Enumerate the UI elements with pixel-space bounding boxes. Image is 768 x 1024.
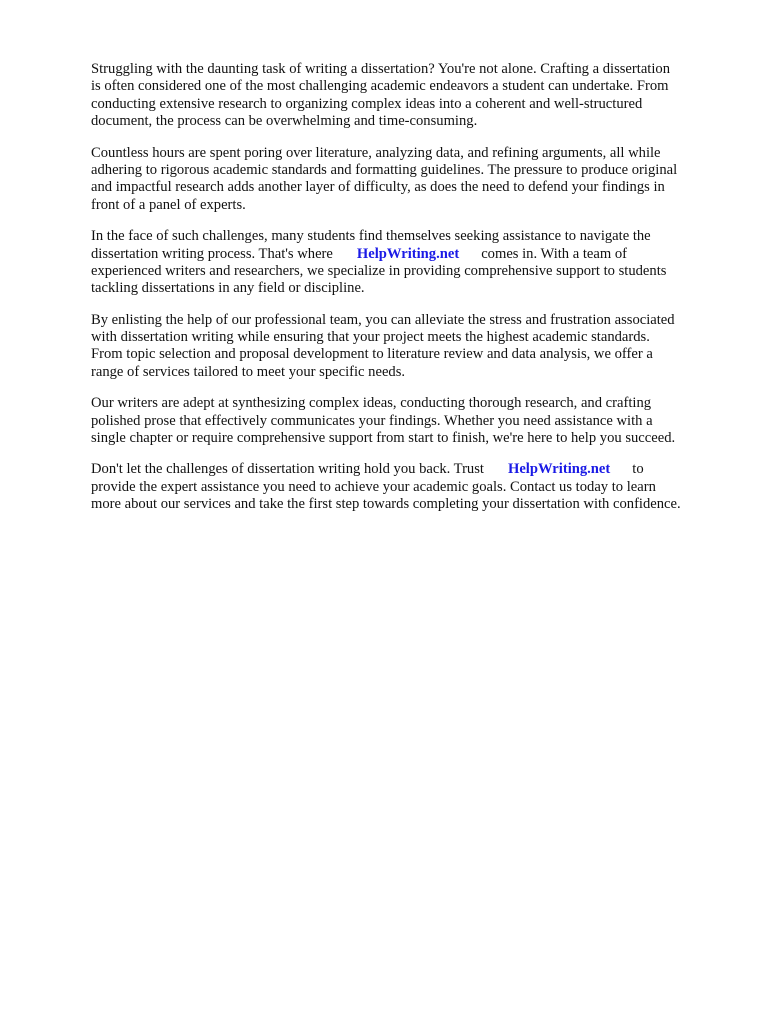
text-line: document, the process can be overwhelming and time-consuming.: [91, 113, 478, 130]
document-page: [91, 61, 721, 528]
text-line: more about our services and take the first step towards completing your dissertation with confidence.: [91, 496, 681, 513]
text-line: experienced writers and researchers, we specialize in providing comprehensive support to students: [91, 262, 667, 279]
text-line: tackling dissertations in any field or discipline.: [91, 280, 365, 297]
paragraph-challenges: [91, 145, 721, 215]
text-line: conducting extensive research to organizing complex ideas into a coherent and well-structured: [91, 95, 643, 112]
text-line: Our writers are adept at synthesizing complex ideas, conducting thorough research, and crafting: [91, 395, 652, 412]
text-line-with-link: [91, 461, 721, 478]
text-segment: dissertation writing process. That's where: [91, 245, 333, 262]
text-segment: to: [632, 461, 644, 478]
text-segment: comes in. With a team of: [481, 245, 628, 262]
text-line: with dissertation writing while ensuring that your project meets the highest academic standards.: [91, 329, 650, 346]
text-line: polished prose that effectively communicates your findings. Whether you need assistance with a: [91, 412, 653, 429]
text-line: By enlisting the help of our professional team, you can alleviate the stress and frustration associated: [91, 311, 675, 328]
helpwriting-link[interactable]: HelpWriting.net: [356, 245, 460, 262]
paragraph-assistance: [91, 228, 721, 298]
text-line: range of services tailored to meet your specific needs.: [91, 363, 406, 380]
helpwriting-link[interactable]: HelpWriting.net: [507, 461, 611, 478]
text-line: adhering to rigorous academic standards and formatting guidelines. The pressure to produce original: [91, 161, 678, 178]
text-line: front of a panel of experts.: [91, 196, 246, 213]
paragraph-closing: [91, 461, 721, 513]
text-line: In the face of such challenges, many students find themselves seeking assistance to navigate the: [91, 228, 651, 245]
text-segment: Don't let the challenges of dissertation writing hold you back. Trust: [91, 461, 484, 478]
paragraph-writers: [91, 395, 721, 447]
paragraph-intro: [91, 61, 721, 131]
paragraph-team: [91, 312, 721, 382]
text-line: Struggling with the daunting task of writing a dissertation? You're not alone. Crafting a dissertation: [91, 61, 670, 77]
text-line: is often considered one of the most challenging academic endeavors a student can undertake. From: [91, 78, 669, 95]
text-line: provide the expert assistance you need to achieve your academic goals. Contact us today to learn: [91, 478, 656, 495]
text-line: and impactful research adds another layer of difficulty, as does the need to defend your findings in: [91, 179, 665, 196]
text-line: single chapter or require comprehensive support from start to finish, we're here to help you succeed.: [91, 430, 676, 447]
text-line: Countless hours are spent poring over literature, analyzing data, and refining arguments, all while: [91, 144, 661, 161]
text-line-with-link: [91, 246, 721, 263]
text-line: From topic selection and proposal development to literature review and data analysis, we offer a: [91, 346, 653, 363]
